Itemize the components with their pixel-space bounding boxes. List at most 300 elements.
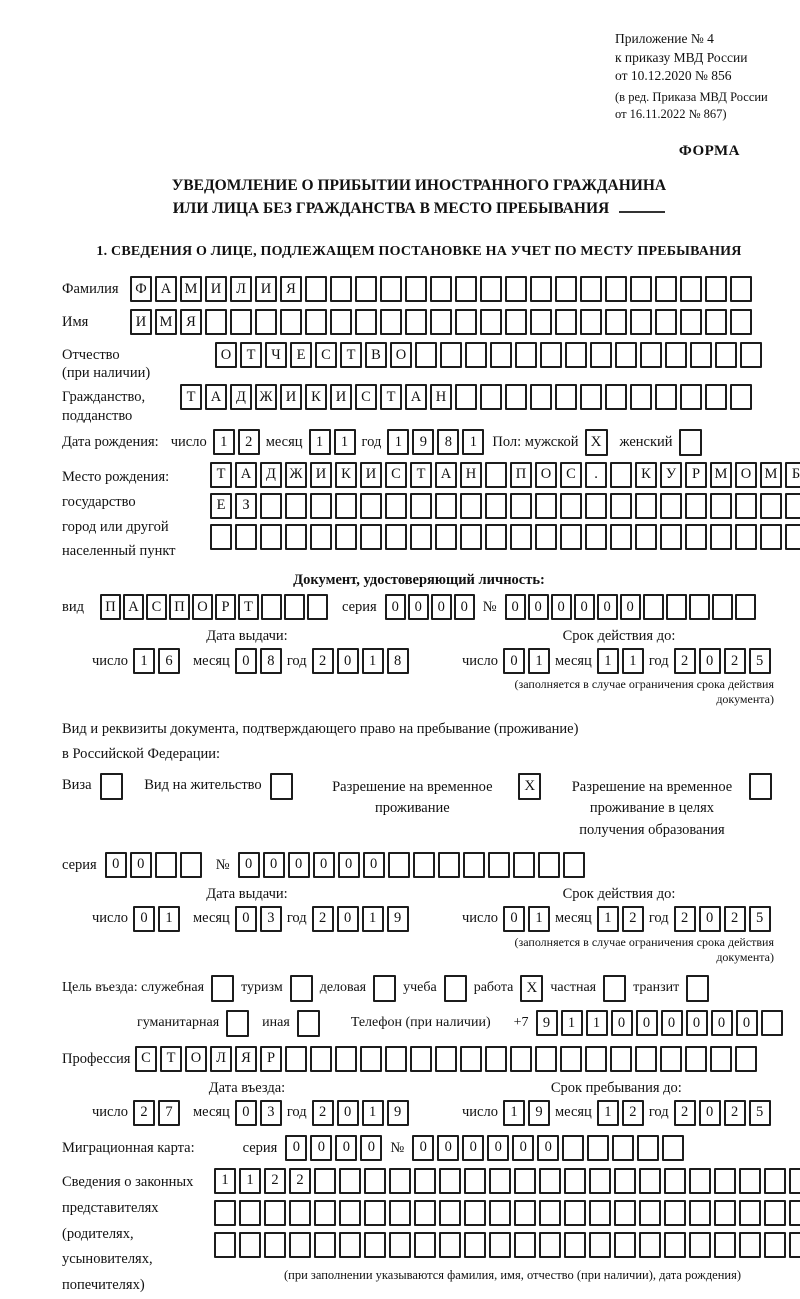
char-cell[interactable] — [360, 524, 382, 550]
char-cell[interactable]: Л — [230, 276, 252, 302]
purpose-business-checkbox[interactable] — [211, 975, 234, 1002]
char-cell[interactable] — [540, 342, 562, 368]
char-cell[interactable] — [764, 1168, 786, 1194]
char-cell[interactable] — [690, 342, 712, 368]
char-cell[interactable] — [239, 1200, 261, 1226]
char-cell[interactable]: 0 — [512, 1135, 534, 1161]
char-cell[interactable]: 0 — [437, 1135, 459, 1161]
char-cell[interactable] — [739, 1200, 761, 1226]
char-cell[interactable] — [761, 1010, 783, 1036]
char-cell[interactable]: 0 — [235, 906, 257, 932]
char-cell[interactable] — [589, 1168, 611, 1194]
char-cell[interactable]: 8 — [387, 648, 409, 674]
char-cell[interactable] — [665, 342, 687, 368]
char-cell[interactable]: М — [710, 462, 732, 488]
char-cell[interactable]: 0 — [337, 648, 359, 674]
char-cell[interactable] — [555, 384, 577, 410]
char-cell[interactable] — [335, 493, 357, 519]
char-cell[interactable] — [630, 276, 652, 302]
char-cell[interactable] — [410, 493, 432, 519]
char-cell[interactable] — [460, 524, 482, 550]
char-cell[interactable] — [310, 493, 332, 519]
char-cell[interactable] — [310, 524, 332, 550]
purpose-work-checkbox[interactable]: X — [520, 975, 543, 1002]
char-cell[interactable] — [285, 524, 307, 550]
char-cell[interactable]: Я — [280, 276, 302, 302]
char-cell[interactable] — [210, 524, 232, 550]
char-cell[interactable] — [615, 342, 637, 368]
char-cell[interactable] — [760, 524, 782, 550]
char-cell[interactable]: 1 — [528, 648, 550, 674]
char-cell[interactable]: 9 — [528, 1100, 550, 1126]
char-cell[interactable] — [539, 1232, 561, 1258]
purpose-transit-checkbox[interactable] — [686, 975, 709, 1002]
char-cell[interactable] — [640, 342, 662, 368]
char-cell[interactable] — [539, 1168, 561, 1194]
char-cell[interactable] — [510, 1046, 532, 1072]
char-cell[interactable] — [438, 852, 460, 878]
char-cell[interactable] — [305, 276, 327, 302]
char-cell[interactable] — [360, 1046, 382, 1072]
char-cell[interactable]: 2 — [724, 906, 746, 932]
char-cell[interactable] — [760, 493, 782, 519]
char-cell[interactable]: . — [585, 462, 607, 488]
char-cell[interactable] — [639, 1232, 661, 1258]
char-cell[interactable]: П — [100, 594, 121, 620]
char-cell[interactable] — [655, 276, 677, 302]
char-cell[interactable]: 0 — [235, 1100, 257, 1126]
char-cell[interactable] — [480, 309, 502, 335]
char-cell[interactable] — [464, 1200, 486, 1226]
char-cell[interactable] — [587, 1135, 609, 1161]
char-cell[interactable] — [439, 1200, 461, 1226]
char-cell[interactable] — [635, 524, 657, 550]
char-cell[interactable]: В — [365, 342, 387, 368]
char-cell[interactable]: 0 — [130, 852, 152, 878]
char-cell[interactable]: 0 — [454, 594, 475, 620]
char-cell[interactable] — [764, 1200, 786, 1226]
char-cell[interactable]: 1 — [362, 648, 384, 674]
char-cell[interactable]: 2 — [674, 1100, 696, 1126]
char-cell[interactable]: 3 — [260, 1100, 282, 1126]
char-cell[interactable]: 0 — [699, 906, 721, 932]
char-cell[interactable] — [314, 1168, 336, 1194]
char-cell[interactable] — [485, 1046, 507, 1072]
char-cell[interactable] — [510, 493, 532, 519]
char-cell[interactable] — [513, 852, 535, 878]
char-cell[interactable] — [489, 1168, 511, 1194]
char-cell[interactable]: А — [155, 276, 177, 302]
char-cell[interactable] — [410, 1046, 432, 1072]
char-cell[interactable] — [455, 276, 477, 302]
char-cell[interactable]: 0 — [133, 906, 155, 932]
char-cell[interactable]: 0 — [503, 906, 525, 932]
char-cell[interactable] — [330, 276, 352, 302]
char-cell[interactable] — [735, 524, 757, 550]
char-cell[interactable] — [789, 1232, 800, 1258]
char-cell[interactable] — [260, 524, 282, 550]
char-cell[interactable] — [612, 1135, 634, 1161]
sex-female-checkbox[interactable] — [679, 429, 702, 456]
char-cell[interactable] — [439, 1168, 461, 1194]
char-cell[interactable]: 0 — [335, 1135, 357, 1161]
char-cell[interactable]: Р — [260, 1046, 282, 1072]
char-cell[interactable]: 1 — [586, 1010, 608, 1036]
char-cell[interactable]: Р — [685, 462, 707, 488]
char-cell[interactable]: Т — [410, 462, 432, 488]
char-cell[interactable] — [260, 493, 282, 519]
char-cell[interactable] — [639, 1200, 661, 1226]
char-cell[interactable]: Т — [340, 342, 362, 368]
char-cell[interactable] — [413, 852, 435, 878]
char-cell[interactable] — [239, 1232, 261, 1258]
char-cell[interactable] — [264, 1200, 286, 1226]
char-cell[interactable] — [610, 1046, 632, 1072]
char-cell[interactable]: 2 — [312, 906, 334, 932]
char-cell[interactable]: 2 — [133, 1100, 155, 1126]
char-cell[interactable]: 0 — [238, 852, 260, 878]
char-cell[interactable] — [385, 1046, 407, 1072]
char-cell[interactable] — [405, 309, 427, 335]
char-cell[interactable]: С — [315, 342, 337, 368]
char-cell[interactable]: А — [435, 462, 457, 488]
char-cell[interactable]: Б — [785, 462, 800, 488]
char-cell[interactable]: А — [205, 384, 227, 410]
char-cell[interactable] — [514, 1232, 536, 1258]
char-cell[interactable] — [630, 309, 652, 335]
char-cell[interactable]: 9 — [536, 1010, 558, 1036]
char-cell[interactable]: 0 — [412, 1135, 434, 1161]
char-cell[interactable]: У — [660, 462, 682, 488]
char-cell[interactable]: Е — [210, 493, 232, 519]
char-cell[interactable] — [405, 276, 427, 302]
char-cell[interactable]: 1 — [387, 429, 409, 455]
char-cell[interactable] — [730, 276, 752, 302]
char-cell[interactable]: К — [635, 462, 657, 488]
char-cell[interactable] — [414, 1168, 436, 1194]
char-cell[interactable] — [439, 1232, 461, 1258]
education-permit-checkbox[interactable] — [749, 773, 772, 800]
char-cell[interactable] — [440, 342, 462, 368]
char-cell[interactable] — [280, 309, 302, 335]
char-cell[interactable] — [689, 594, 710, 620]
char-cell[interactable] — [639, 1168, 661, 1194]
char-cell[interactable] — [689, 1200, 711, 1226]
char-cell[interactable] — [735, 493, 757, 519]
char-cell[interactable] — [680, 276, 702, 302]
char-cell[interactable] — [460, 493, 482, 519]
char-cell[interactable]: 2 — [312, 648, 334, 674]
char-cell[interactable]: 2 — [622, 906, 644, 932]
char-cell[interactable]: Н — [460, 462, 482, 488]
char-cell[interactable]: 0 — [263, 852, 285, 878]
char-cell[interactable] — [389, 1200, 411, 1226]
char-cell[interactable] — [539, 1200, 561, 1226]
char-cell[interactable] — [580, 276, 602, 302]
sex-male-checkbox[interactable]: X — [585, 429, 608, 456]
char-cell[interactable] — [235, 524, 257, 550]
char-cell[interactable] — [364, 1232, 386, 1258]
char-cell[interactable]: 0 — [385, 594, 406, 620]
char-cell[interactable] — [560, 1046, 582, 1072]
visa-checkbox[interactable] — [100, 773, 123, 800]
char-cell[interactable]: 1 — [362, 1100, 384, 1126]
char-cell[interactable]: 1 — [528, 906, 550, 932]
char-cell[interactable]: 0 — [551, 594, 572, 620]
char-cell[interactable]: С — [146, 594, 167, 620]
purpose-study-checkbox[interactable] — [444, 975, 467, 1002]
char-cell[interactable]: Н — [430, 384, 452, 410]
char-cell[interactable] — [335, 524, 357, 550]
char-cell[interactable]: И — [205, 276, 227, 302]
char-cell[interactable]: 2 — [264, 1168, 286, 1194]
char-cell[interactable] — [489, 1200, 511, 1226]
char-cell[interactable] — [285, 493, 307, 519]
char-cell[interactable] — [705, 276, 727, 302]
char-cell[interactable]: 0 — [337, 906, 359, 932]
char-cell[interactable]: 0 — [337, 1100, 359, 1126]
char-cell[interactable]: 1 — [597, 1100, 619, 1126]
char-cell[interactable] — [488, 852, 510, 878]
char-cell[interactable] — [435, 493, 457, 519]
char-cell[interactable]: А — [235, 462, 257, 488]
char-cell[interactable]: 0 — [620, 594, 641, 620]
char-cell[interactable] — [364, 1200, 386, 1226]
char-cell[interactable] — [535, 524, 557, 550]
char-cell[interactable] — [740, 342, 762, 368]
char-cell[interactable] — [485, 524, 507, 550]
char-cell[interactable] — [764, 1232, 786, 1258]
char-cell[interactable] — [685, 524, 707, 550]
char-cell[interactable] — [289, 1232, 311, 1258]
char-cell[interactable]: О — [735, 462, 757, 488]
char-cell[interactable]: 0 — [505, 594, 526, 620]
char-cell[interactable] — [643, 594, 664, 620]
char-cell[interactable] — [564, 1232, 586, 1258]
char-cell[interactable] — [685, 493, 707, 519]
char-cell[interactable] — [264, 1232, 286, 1258]
char-cell[interactable] — [289, 1200, 311, 1226]
char-cell[interactable] — [464, 1232, 486, 1258]
char-cell[interactable] — [385, 524, 407, 550]
char-cell[interactable]: 0 — [360, 1135, 382, 1161]
char-cell[interactable] — [389, 1232, 411, 1258]
char-cell[interactable] — [307, 594, 328, 620]
char-cell[interactable]: 0 — [310, 1135, 332, 1161]
char-cell[interactable] — [714, 1168, 736, 1194]
char-cell[interactable]: Т — [160, 1046, 182, 1072]
char-cell[interactable] — [614, 1232, 636, 1258]
char-cell[interactable] — [205, 309, 227, 335]
char-cell[interactable] — [489, 1232, 511, 1258]
char-cell[interactable] — [555, 309, 577, 335]
char-cell[interactable] — [585, 1046, 607, 1072]
char-cell[interactable] — [435, 524, 457, 550]
char-cell[interactable] — [666, 594, 687, 620]
char-cell[interactable]: 0 — [597, 594, 618, 620]
char-cell[interactable] — [664, 1168, 686, 1194]
char-cell[interactable]: О — [185, 1046, 207, 1072]
char-cell[interactable] — [605, 309, 627, 335]
char-cell[interactable] — [515, 342, 537, 368]
char-cell[interactable] — [580, 309, 602, 335]
char-cell[interactable]: 2 — [289, 1168, 311, 1194]
char-cell[interactable] — [339, 1200, 361, 1226]
char-cell[interactable]: И — [310, 462, 332, 488]
char-cell[interactable] — [614, 1200, 636, 1226]
char-cell[interactable]: 2 — [238, 429, 260, 455]
char-cell[interactable]: 0 — [105, 852, 127, 878]
char-cell[interactable]: Ч — [265, 342, 287, 368]
char-cell[interactable]: 2 — [674, 648, 696, 674]
char-cell[interactable]: К — [305, 384, 327, 410]
char-cell[interactable] — [330, 309, 352, 335]
char-cell[interactable] — [463, 852, 485, 878]
char-cell[interactable]: 0 — [699, 1100, 721, 1126]
char-cell[interactable]: 1 — [334, 429, 356, 455]
char-cell[interactable]: 2 — [724, 648, 746, 674]
char-cell[interactable]: Т — [240, 342, 262, 368]
char-cell[interactable]: Ж — [255, 384, 277, 410]
char-cell[interactable]: 1 — [503, 1100, 525, 1126]
char-cell[interactable] — [480, 276, 502, 302]
char-cell[interactable]: 2 — [724, 1100, 746, 1126]
char-cell[interactable] — [735, 594, 756, 620]
char-cell[interactable]: И — [330, 384, 352, 410]
char-cell[interactable]: 9 — [387, 1100, 409, 1126]
char-cell[interactable] — [789, 1168, 800, 1194]
purpose-tourism-checkbox[interactable] — [290, 975, 313, 1002]
char-cell[interactable]: С — [385, 462, 407, 488]
char-cell[interactable]: С — [560, 462, 582, 488]
char-cell[interactable]: П — [169, 594, 190, 620]
char-cell[interactable]: О — [215, 342, 237, 368]
char-cell[interactable] — [339, 1232, 361, 1258]
char-cell[interactable] — [739, 1232, 761, 1258]
char-cell[interactable] — [590, 342, 612, 368]
char-cell[interactable] — [485, 462, 507, 488]
char-cell[interactable] — [789, 1200, 800, 1226]
char-cell[interactable]: О — [192, 594, 213, 620]
char-cell[interactable]: Д — [230, 384, 252, 410]
purpose-other-checkbox[interactable] — [297, 1010, 320, 1037]
char-cell[interactable]: И — [255, 276, 277, 302]
char-cell[interactable]: 0 — [736, 1010, 758, 1036]
char-cell[interactable] — [705, 309, 727, 335]
char-cell[interactable]: 0 — [503, 648, 525, 674]
char-cell[interactable] — [710, 493, 732, 519]
char-cell[interactable] — [414, 1232, 436, 1258]
char-cell[interactable]: 7 — [158, 1100, 180, 1126]
char-cell[interactable]: 1 — [213, 429, 235, 455]
char-cell[interactable] — [430, 276, 452, 302]
char-cell[interactable] — [739, 1168, 761, 1194]
char-cell[interactable]: 1 — [133, 648, 155, 674]
char-cell[interactable]: 0 — [574, 594, 595, 620]
char-cell[interactable]: П — [510, 462, 532, 488]
char-cell[interactable] — [335, 1046, 357, 1072]
char-cell[interactable] — [664, 1232, 686, 1258]
purpose-humanitarian-checkbox[interactable] — [226, 1010, 249, 1037]
char-cell[interactable] — [785, 524, 800, 550]
char-cell[interactable] — [585, 493, 607, 519]
char-cell[interactable] — [610, 462, 632, 488]
char-cell[interactable] — [610, 524, 632, 550]
char-cell[interactable] — [662, 1135, 684, 1161]
char-cell[interactable] — [730, 384, 752, 410]
temporary-permit-checkbox[interactable]: X — [518, 773, 541, 800]
char-cell[interactable] — [680, 384, 702, 410]
char-cell[interactable]: Я — [235, 1046, 257, 1072]
char-cell[interactable] — [505, 309, 527, 335]
char-cell[interactable] — [635, 493, 657, 519]
char-cell[interactable]: К — [335, 462, 357, 488]
char-cell[interactable]: И — [130, 309, 152, 335]
char-cell[interactable] — [505, 276, 527, 302]
char-cell[interactable] — [605, 276, 627, 302]
char-cell[interactable] — [530, 384, 552, 410]
char-cell[interactable] — [310, 1046, 332, 1072]
char-cell[interactable]: С — [135, 1046, 157, 1072]
char-cell[interactable] — [305, 309, 327, 335]
char-cell[interactable]: 0 — [686, 1010, 708, 1036]
char-cell[interactable] — [364, 1168, 386, 1194]
char-cell[interactable] — [714, 1232, 736, 1258]
char-cell[interactable]: Л — [210, 1046, 232, 1072]
char-cell[interactable] — [530, 309, 552, 335]
char-cell[interactable] — [660, 493, 682, 519]
char-cell[interactable]: 1 — [309, 429, 331, 455]
char-cell[interactable]: 1 — [561, 1010, 583, 1036]
char-cell[interactable]: 6 — [158, 648, 180, 674]
char-cell[interactable] — [510, 524, 532, 550]
char-cell[interactable] — [455, 309, 477, 335]
char-cell[interactable]: Т — [380, 384, 402, 410]
char-cell[interactable] — [285, 1046, 307, 1072]
char-cell[interactable]: 0 — [537, 1135, 559, 1161]
char-cell[interactable] — [685, 1046, 707, 1072]
char-cell[interactable] — [689, 1168, 711, 1194]
char-cell[interactable] — [535, 1046, 557, 1072]
char-cell[interactable]: 0 — [661, 1010, 683, 1036]
char-cell[interactable]: 8 — [260, 648, 282, 674]
char-cell[interactable] — [614, 1168, 636, 1194]
char-cell[interactable]: Т — [238, 594, 259, 620]
char-cell[interactable] — [589, 1200, 611, 1226]
char-cell[interactable] — [637, 1135, 659, 1161]
char-cell[interactable] — [580, 384, 602, 410]
char-cell[interactable] — [339, 1168, 361, 1194]
char-cell[interactable] — [505, 384, 527, 410]
char-cell[interactable]: 1 — [158, 906, 180, 932]
char-cell[interactable] — [385, 493, 407, 519]
char-cell[interactable] — [389, 1168, 411, 1194]
char-cell[interactable] — [589, 1232, 611, 1258]
char-cell[interactable]: А — [123, 594, 144, 620]
char-cell[interactable]: 1 — [362, 906, 384, 932]
char-cell[interactable] — [689, 1232, 711, 1258]
char-cell[interactable] — [261, 594, 282, 620]
char-cell[interactable] — [712, 594, 733, 620]
char-cell[interactable] — [785, 493, 800, 519]
char-cell[interactable] — [562, 1135, 584, 1161]
char-cell[interactable]: Е — [290, 342, 312, 368]
char-cell[interactable] — [460, 1046, 482, 1072]
char-cell[interactable] — [435, 1046, 457, 1072]
char-cell[interactable] — [514, 1200, 536, 1226]
char-cell[interactable] — [388, 852, 410, 878]
residence-permit-checkbox[interactable] — [270, 773, 293, 800]
